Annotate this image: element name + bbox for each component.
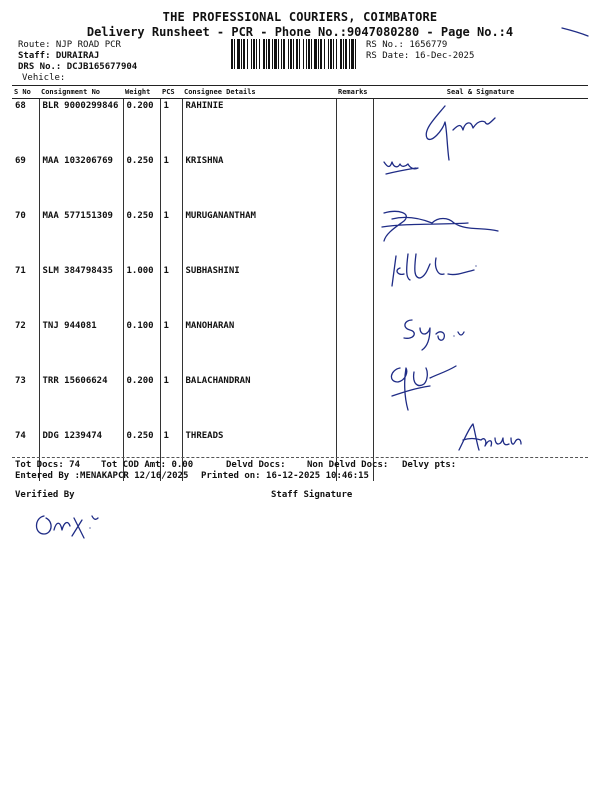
barcode-bar: [311, 39, 312, 69]
barcode-bar: [320, 39, 322, 69]
company-title: THE PROFESSIONAL COURIERS, COIMBATORE: [162, 10, 438, 24]
cell-weight: 0.250: [123, 429, 160, 481]
barcode-bar: [278, 39, 279, 69]
barcode-bar: [243, 39, 245, 69]
barcode-bar: [306, 39, 307, 69]
verified-by-signature: [32, 512, 102, 542]
barcode-bar: [241, 39, 242, 69]
barcode-bar: [231, 39, 233, 69]
cell-remarks: [336, 264, 373, 319]
rs-number: RS No.: 1656779: [366, 40, 448, 50]
table-header-row: [12, 86, 588, 99]
signature-74: [455, 420, 527, 454]
cell-weight: 0.200: [123, 374, 160, 429]
barcode-bar: [263, 39, 265, 69]
delivered-docs: Delvd Docs:: [226, 460, 286, 470]
signature-69: [380, 150, 440, 180]
barcode-bar: [296, 39, 298, 69]
barcode-image: [231, 39, 358, 69]
barcode-bar: [247, 39, 248, 69]
barcode-bar: [340, 39, 342, 69]
staff-signature-label: Staff Signature: [271, 490, 353, 500]
rs-date: RS Date: 16-Dec-2025: [366, 51, 475, 61]
cell-consignee: SUBHASHINI: [182, 264, 336, 319]
cell-consignment: TRR 15606624: [39, 374, 123, 429]
entered-by: Entered By :MENAKAPCR 12/16/2025: [15, 471, 189, 481]
drs-number: DRS No.: DCJB165677904: [18, 62, 138, 72]
col-header-sno: S No: [12, 86, 39, 99]
cell-sno: 73: [12, 374, 39, 429]
cell-pcs: 1: [160, 264, 182, 319]
delivery-points: Delvy pts:: [402, 460, 457, 470]
barcode-bar: [259, 39, 260, 69]
barcode-bar: [266, 39, 267, 69]
signature-70: [378, 205, 503, 245]
cell-consignee: BALACHANDRAN: [182, 374, 336, 429]
barcode-bar: [351, 39, 354, 69]
printed-on: Printed on: 16-12-2025 10:46:15: [201, 471, 369, 481]
barcode-bar: [253, 39, 255, 69]
barcode-bar: [234, 39, 235, 69]
barcode-bar: [274, 39, 277, 69]
barcode-bar: [251, 39, 252, 69]
barcode-bar: [237, 39, 240, 69]
cell-sno: 70: [12, 209, 39, 264]
barcode-bar: [299, 39, 300, 69]
col-header-consignee: Consignee Details: [182, 86, 336, 99]
route-label: Route: NJP ROAD PCR: [18, 40, 121, 50]
barcode-bar: [314, 39, 317, 69]
barcode-bar: [328, 39, 329, 69]
cell-weight: 0.250: [123, 154, 160, 209]
cell-remarks: [336, 209, 373, 264]
barcode-bar: [343, 39, 344, 69]
table-row: [12, 154, 588, 209]
barcode-bar: [283, 39, 285, 69]
cell-sno: 71: [12, 264, 39, 319]
cell-weight: 1.000: [123, 264, 160, 319]
barcode-bar: [336, 39, 337, 69]
table-row: [12, 99, 588, 155]
barcode-bar: [345, 39, 347, 69]
col-header-weight: Weight: [123, 86, 160, 99]
signature-71: [386, 250, 486, 290]
cell-pcs: 1: [160, 209, 182, 264]
col-header-remarks: Remarks: [336, 86, 373, 99]
cell-consignee: THREADS: [182, 429, 336, 481]
barcode-bar: [256, 39, 257, 69]
barcode-bar: [308, 39, 310, 69]
col-header-signature: Seal & Signature: [373, 86, 588, 99]
cell-sno: 68: [12, 99, 39, 155]
cell-consignment: BLR 9000299846: [39, 99, 123, 155]
cell-consignment: TNJ 944081: [39, 319, 123, 374]
cell-sno: 69: [12, 154, 39, 209]
runsheet-subtitle: Delivery Runsheet - PCR - Phone No.:9047080280 - Page No.:4: [86, 25, 514, 39]
barcode-bar: [324, 39, 325, 69]
barcode-bar: [333, 39, 334, 69]
col-header-consignment: Consignment No: [39, 86, 123, 99]
signature-72: [398, 314, 468, 352]
cell-remarks: [336, 374, 373, 429]
barcode-bar: [318, 39, 319, 69]
cell-consignment: SLM 384798435: [39, 264, 123, 319]
barcode-bar: [290, 39, 292, 69]
cell-weight: 0.250: [123, 209, 160, 264]
barcode-bar: [330, 39, 332, 69]
cell-pcs: 1: [160, 319, 182, 374]
staff-label: Staff: DURAIRAJ: [18, 51, 100, 61]
cell-pcs: 1: [160, 154, 182, 209]
cell-consignment: MAA 103206769: [39, 154, 123, 209]
cell-sno: 72: [12, 319, 39, 374]
col-header-pcs: PCS: [160, 86, 182, 99]
cell-pcs: 1: [160, 99, 182, 155]
table-row: [12, 319, 588, 374]
table-bottom-rule: [12, 457, 588, 458]
signature-73: [386, 362, 461, 417]
barcode-bar: [288, 39, 289, 69]
barcode-bar: [349, 39, 350, 69]
vehicle-label: Vehicle:: [22, 73, 66, 83]
cell-consignee: MURUGANANTHAM: [182, 209, 336, 264]
barcode-bar: [293, 39, 294, 69]
cell-consignment: DDG 1239474: [39, 429, 123, 481]
verified-by-label: Verified By: [15, 490, 75, 500]
barcode-bar: [281, 39, 282, 69]
cell-remarks: [336, 99, 373, 155]
cell-pcs: 1: [160, 429, 182, 481]
cell-consignee: RAHINIE: [182, 99, 336, 155]
cell-consignment: MAA 577151309: [39, 209, 123, 264]
total-cod-amount: Tot COD Amt: 0.00: [101, 460, 194, 470]
barcode-bar: [268, 39, 270, 69]
cell-remarks: [336, 154, 373, 209]
cell-sno: 74: [12, 429, 39, 481]
barcode-bar: [355, 39, 356, 69]
table-row: [12, 264, 588, 319]
barcode-bar: [272, 39, 273, 69]
barcode-bar: [303, 39, 304, 69]
cell-pcs: 1: [160, 374, 182, 429]
total-docs: Tot Docs: 74: [15, 460, 81, 470]
cell-consignee: KRISHNA: [182, 154, 336, 209]
corner-mark: [560, 24, 590, 38]
cell-consignee: MANOHARAN: [182, 319, 336, 374]
non-delivered-docs: Non Delvd Docs:: [307, 460, 389, 470]
cell-weight: 0.200: [123, 99, 160, 155]
cell-remarks: [336, 319, 373, 374]
cell-weight: 0.100: [123, 319, 160, 374]
